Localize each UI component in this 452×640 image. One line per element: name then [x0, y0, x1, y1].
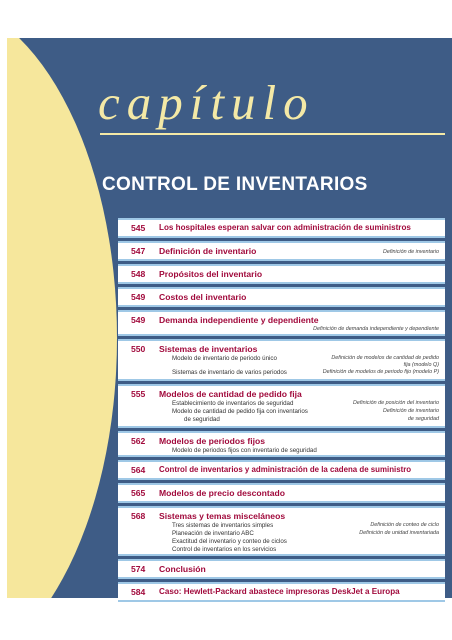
toc-page: 562	[131, 436, 146, 446]
toc-note: Definición de modelos de periodo fijo (modelo P)	[322, 369, 439, 375]
toc-row-1[interactable]	[118, 241, 445, 261]
toc-heading: Control de inventarios y administración de la cadena de suministro	[159, 465, 412, 474]
toc-heading: Los hospitales esperan salvar con administración de suministros	[159, 223, 411, 232]
chapter-title: CONTROL DE INVENTARIOS	[102, 174, 368, 195]
toc-subheading: Establecimiento de inventarios de seguridad	[172, 400, 294, 407]
toc-row-4[interactable]	[118, 310, 445, 336]
toc-row-10[interactable]	[118, 506, 445, 556]
toc-row-6[interactable]	[118, 384, 445, 428]
title-rule	[100, 133, 445, 135]
toc-subheading: Planeación de inventario ABC	[172, 530, 254, 537]
toc-row-3[interactable]	[118, 287, 445, 307]
toc-row-5[interactable]	[118, 339, 445, 381]
toc-heading: Modelos de cantidad de pedido fija	[159, 389, 302, 399]
toc-page: 548	[131, 269, 146, 279]
toc-note: Definición de conteo de ciclo	[370, 522, 439, 528]
toc-page: 564	[131, 465, 146, 475]
toc-heading: Modelos de periodos fijos	[159, 436, 265, 446]
toc-page: 574	[131, 564, 146, 574]
toc-row-0[interactable]	[118, 218, 445, 238]
toc-heading: Sistemas de inventarios	[159, 344, 258, 354]
toc-note: Definición de modelos de cantidad de pedido	[331, 355, 439, 361]
toc-subheading: Tres sistemas de inventarios simples	[172, 522, 274, 529]
toc-row-11[interactable]	[118, 559, 445, 579]
table-of-contents	[118, 218, 445, 605]
toc-row-7[interactable]	[118, 431, 445, 457]
toc-subheading: Modelo de inventario de periodo único	[172, 355, 277, 362]
toc-page: 549	[131, 315, 146, 325]
toc-page: 545	[131, 223, 146, 233]
toc-note: Definición de inventario	[382, 408, 439, 414]
toc-note: de seguridad	[407, 416, 439, 422]
toc-heading: Propósitos del inventario	[159, 269, 263, 279]
toc-note: Definición de demanda independiente y dependiente	[313, 326, 439, 332]
toc-heading: Conclusión	[159, 564, 206, 574]
chapter-label: capítulo	[98, 75, 315, 130]
toc-heading: Costos del inventario	[159, 292, 247, 302]
toc-heading: Caso: Hewlett-Packard abastece impresoras DeskJet a Europa	[159, 587, 400, 596]
toc-note: Definición de unidad inventariada	[359, 530, 439, 536]
toc-page: 549	[131, 292, 146, 302]
toc-heading: Modelos de precio descontado	[159, 488, 286, 498]
toc-subheading: Modelo de periodos fijos con inventario de seguridad	[172, 447, 317, 454]
toc-row-8[interactable]	[118, 460, 445, 480]
toc-page: 550	[131, 344, 146, 354]
toc-subheading: Modelo de cantidad de pedido fija con inventarios	[172, 408, 308, 415]
toc-subheading: Control de inventarios en los servicios	[172, 546, 277, 553]
toc-row-12[interactable]	[118, 582, 445, 602]
toc-row-2[interactable]	[118, 264, 445, 284]
toc-row-9[interactable]	[118, 483, 445, 503]
toc-page: 555	[131, 389, 146, 399]
toc-page: 547	[131, 246, 146, 256]
toc-subheading: de seguridad	[184, 416, 220, 423]
toc-page: 568	[131, 511, 146, 521]
toc-heading: Demanda independiente y dependiente	[159, 315, 319, 325]
toc-subheading: Sistemas de inventario de varios periodos	[172, 369, 287, 376]
toc-page: 584	[131, 587, 146, 597]
toc-page: 565	[131, 488, 146, 498]
toc-heading: Definición de inventario	[159, 246, 257, 256]
toc-subheading: Exactitud del inventario y conteo de ciclos	[172, 538, 287, 545]
toc-heading: Sistemas y temas misceláneos	[159, 511, 286, 521]
toc-note: fija (modelo Q)	[403, 362, 439, 368]
toc-note: Definición de inventario	[382, 249, 439, 255]
toc-note: Definición de posición del inventario	[352, 400, 439, 406]
